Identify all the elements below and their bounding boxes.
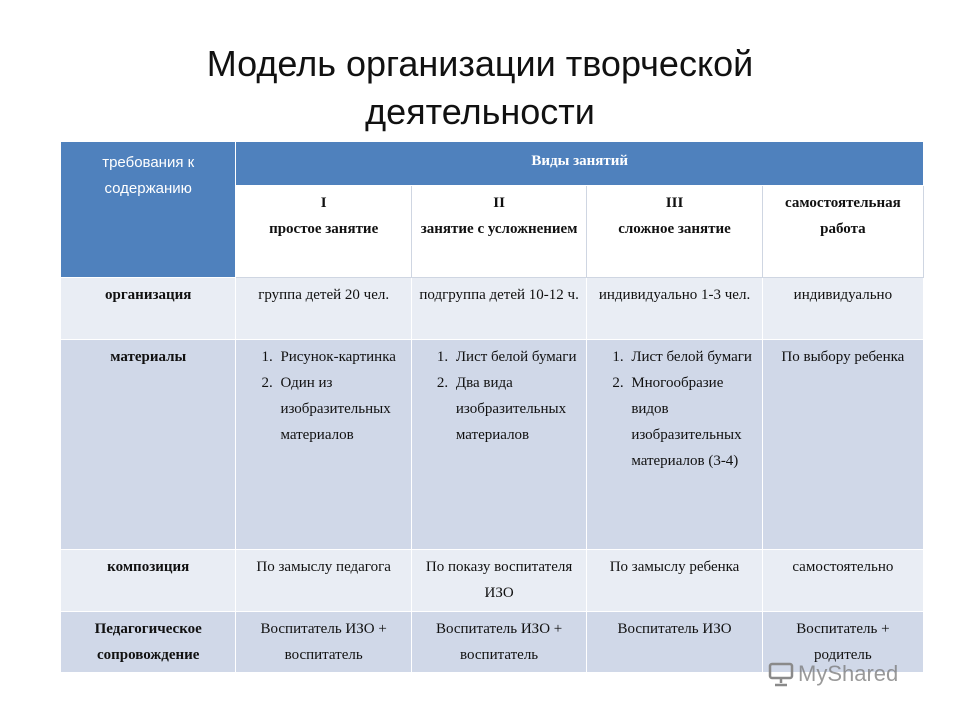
table-cell: Воспитатель ИЗО bbox=[587, 612, 762, 673]
table-cell: По замыслу педагога bbox=[236, 550, 411, 612]
materials-list bbox=[593, 344, 755, 474]
table-cell bbox=[411, 340, 586, 550]
slide-title bbox=[150, 40, 810, 136]
row-label-organization: организация bbox=[61, 278, 236, 340]
table-cell: Воспитатель ИЗО + воспитатель bbox=[411, 612, 586, 673]
table-cell: самостоятельно bbox=[762, 550, 923, 612]
table-cell: индивидуально bbox=[762, 278, 923, 340]
table-cell: По показу воспитателя ИЗО bbox=[411, 550, 586, 612]
presentation-screen-icon bbox=[768, 661, 794, 687]
table-cell: По замыслу ребенка bbox=[587, 550, 762, 612]
row-label-materials: материалы bbox=[61, 340, 236, 550]
group-header-lesson-types: Виды занятий bbox=[236, 142, 924, 186]
model-table bbox=[60, 141, 924, 673]
table-cell bbox=[587, 340, 762, 550]
table-row bbox=[61, 278, 924, 340]
table-row bbox=[61, 340, 924, 550]
row-label-pedagogical-support: Педагогическое сопровождение bbox=[61, 612, 236, 673]
column-header-numeral: II bbox=[493, 195, 505, 211]
column-header-label: занятие с усложнением bbox=[420, 221, 578, 237]
materials-list bbox=[242, 344, 404, 448]
column-header-numeral: III bbox=[665, 195, 684, 211]
list-item: 2. Один из изобразительных материалов bbox=[276, 370, 404, 448]
corner-header: требования к содержанию bbox=[61, 142, 236, 278]
slide-title-line1: Модель организации творческой bbox=[206, 43, 754, 84]
list-item: 1. Лист белой бумаги bbox=[627, 344, 755, 370]
table-cell: группа детей 20 чел. bbox=[236, 278, 411, 340]
table-cell bbox=[236, 340, 411, 550]
materials-list bbox=[418, 344, 580, 448]
column-header-complicated bbox=[411, 186, 586, 278]
row-label-composition: композиция bbox=[61, 550, 236, 612]
watermark bbox=[768, 656, 898, 692]
list-item: 2. Два вида изобразительных материалов bbox=[452, 370, 580, 448]
list-item: 2. Многообразие видов изобразительных материалов (3-4) bbox=[627, 370, 755, 474]
list-item: 1. Лист белой бумаги bbox=[452, 344, 580, 370]
column-header-independent bbox=[762, 186, 923, 278]
table-cell: индивидуально 1-3 чел. bbox=[587, 278, 762, 340]
watermark-text: MyShared bbox=[798, 661, 899, 686]
column-header-label: сложное занятие bbox=[618, 221, 731, 237]
table-cell: подгруппа детей 10-12 ч. bbox=[411, 278, 586, 340]
table-cell: Воспитатель ИЗО + воспитатель bbox=[236, 612, 411, 673]
column-header-numeral: I bbox=[320, 195, 327, 211]
table-row bbox=[61, 550, 924, 612]
column-header-complex bbox=[587, 186, 762, 278]
table-cell: По выбору ребенка bbox=[762, 340, 923, 550]
column-header-label: самостоятельная работа bbox=[785, 195, 901, 237]
table-cell: Воспитатель + родитель bbox=[762, 612, 923, 673]
column-header-simple bbox=[236, 186, 411, 278]
list-item: 1. Рисунок-картинка bbox=[276, 344, 404, 370]
column-header-label: простое занятие bbox=[269, 221, 379, 237]
slide-title-line2: деятельности bbox=[365, 91, 595, 132]
